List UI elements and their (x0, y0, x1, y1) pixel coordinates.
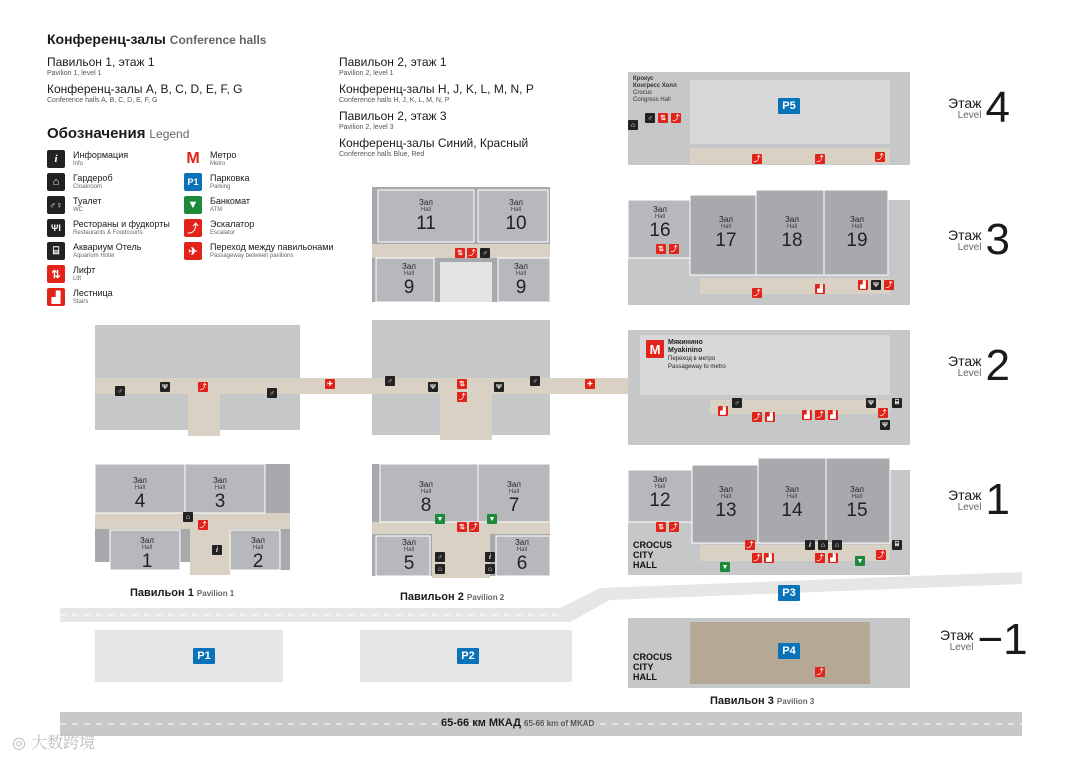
level-ru: Этаж (948, 352, 982, 369)
info-ru: Павильон 2, этаж 1 (339, 55, 447, 69)
escalator-icon: ⤴ (184, 219, 202, 237)
restaurant-icon: Ψ (428, 382, 438, 392)
hall-7[interactable] (494, 480, 534, 516)
hall-number: 16 (649, 220, 671, 241)
pavilion-ru: Павильон 1 (130, 587, 194, 599)
stairs-icon: ▟ (47, 288, 65, 306)
hall-en: Hall (786, 224, 798, 230)
legend-label-en: Info (73, 161, 84, 167)
hall-en: Hall (516, 547, 528, 553)
hall-number: 15 (846, 500, 868, 521)
hall-number: 18 (781, 230, 803, 251)
hall-9a[interactable] (389, 262, 429, 298)
escalator-icon: ⤴ (753, 555, 761, 562)
info-en: Conference halls H, J, K, L, M, N, P (339, 97, 450, 104)
escalator-icon: ⤴ (470, 524, 478, 531)
hall-en: Hall (851, 224, 863, 230)
lift-icon: ⇅ (47, 265, 65, 283)
hall-en: Hall (252, 545, 264, 551)
hall-zal: Зал (850, 215, 864, 224)
title-ru: Конференц-залы (47, 31, 166, 47)
escalator-icon: ⤴ (876, 154, 884, 161)
parking-icon: P1 (184, 173, 202, 191)
hall-4[interactable] (120, 476, 160, 512)
hall-en: Hall (720, 224, 732, 230)
legend-label-en: Restaurants & Foodcourts (73, 230, 143, 236)
legend-label: Гардероб (73, 173, 113, 183)
level-3-label (948, 215, 1010, 264)
escalator-icon: ⤴ (199, 522, 207, 529)
hall-10[interactable] (496, 198, 536, 234)
legend-label-en: Lift (73, 276, 82, 282)
legend-label-en: Escalator (210, 230, 236, 236)
hall-13[interactable] (706, 485, 746, 521)
cch-line: CROCUS (633, 652, 673, 662)
legend-label-en: Parking (210, 184, 231, 190)
escalator-icon: ⤴ (753, 414, 761, 421)
atm-icon: ▼ (856, 557, 864, 565)
legend-label-en: WC (73, 207, 83, 213)
hall-8[interactable] (406, 480, 446, 516)
hall-zal: Зал (419, 480, 433, 489)
hall-en: Hall (141, 545, 153, 551)
stairs-icon: ▟ (828, 410, 838, 420)
level-number: −1 (977, 615, 1028, 664)
level-ru: Этаж (940, 626, 974, 643)
atm-icon: ▼ (721, 563, 729, 571)
hall-zal: Зал (251, 536, 265, 545)
legend-label: Аквариум Отель (73, 242, 142, 252)
hall-zal: Зал (402, 262, 416, 271)
atm-icon: ▼ (184, 196, 202, 214)
wc-icon: ♂ (480, 248, 490, 258)
pavilion-en: Pavilion 1 (196, 589, 235, 598)
stairs-icon: ▟ (815, 284, 825, 294)
hall-14[interactable] (772, 485, 812, 521)
hall-zal: Зал (402, 538, 416, 547)
cloakroom-icon: ⌂ (832, 540, 842, 550)
info-en: Pavilion 2, level 1 (339, 70, 394, 77)
hall-en: Hall (786, 494, 798, 500)
hall-number: 2 (252, 551, 264, 572)
level-number: 3 (985, 215, 1010, 264)
hall-3[interactable] (200, 476, 240, 512)
label-en: Congress Hall (633, 97, 671, 103)
hall-1[interactable] (127, 536, 167, 572)
hotel-icon: ⌸ (892, 540, 902, 550)
escalator-icon: ⤴ (746, 542, 754, 549)
metro-label (668, 339, 726, 371)
lift-icon: ⇅ (658, 113, 668, 123)
lift-icon: ⇅ (457, 379, 467, 389)
wc-icon: ♂ (115, 386, 125, 396)
hall-19[interactable] (837, 215, 877, 251)
hall-number: 3 (214, 491, 226, 512)
level-en: Level (957, 241, 982, 253)
legend-label-en: ATM (210, 207, 223, 213)
cloakroom-icon: ⌂ (818, 540, 828, 550)
cloakroom-icon: ⌂ (435, 564, 445, 574)
level-minus1-label (940, 615, 1028, 664)
hall-number: 4 (134, 491, 146, 512)
legend-label-en: Cloakroom (73, 184, 103, 190)
lift-icon: ⇅ (656, 522, 666, 532)
escalator-icon: ⤴ (877, 552, 885, 559)
label-ru: Конгресс Холл (633, 83, 677, 89)
legend-title-ru: Обозначения (47, 125, 146, 142)
passage-icon: ✈ (585, 379, 595, 389)
wc-icon: ♂ (732, 398, 742, 408)
hall-en: Hall (851, 494, 863, 500)
legend-label-en: Metro (210, 161, 226, 167)
hall-number: 10 (505, 213, 527, 234)
hall-6[interactable] (502, 538, 542, 574)
level-2-label (948, 341, 1010, 390)
level-en: Level (957, 109, 982, 121)
level-ru: Этаж (948, 226, 982, 243)
hall-en: Hall (403, 271, 415, 277)
legend-title-en: Legend (149, 127, 190, 141)
level-1-label (948, 475, 1010, 524)
hall-zal: Зал (133, 476, 147, 485)
info-en: Conference halls A, B, C, D, E, F, G (47, 97, 158, 104)
parking-p4[interactable]: P4 (778, 643, 800, 659)
legend-label: Лестница (73, 288, 113, 298)
hall-number: 12 (649, 490, 671, 511)
hall-en: Hall (510, 207, 522, 213)
hall-number: 5 (403, 553, 415, 574)
pav1-core (190, 513, 230, 575)
hall-en: Hall (214, 485, 226, 491)
legend-label: Лифт (73, 265, 96, 275)
restaurant-icon: Ψ (160, 382, 170, 392)
hall-en: Hall (720, 494, 732, 500)
hall-number: 9 (515, 277, 527, 298)
parking-p3[interactable]: P3 (778, 585, 800, 601)
hall-en: Hall (654, 214, 666, 220)
label-en: Crocus (633, 90, 653, 96)
cloakroom-icon: ⌂ (47, 173, 65, 191)
hall-zal: Зал (419, 198, 433, 207)
level-number: 4 (985, 83, 1010, 132)
escalator-icon: ⤴ (670, 246, 678, 253)
restaurant-icon: Ψ (880, 420, 890, 430)
hall-number: 19 (846, 230, 868, 251)
hall-11[interactable] (406, 198, 446, 234)
escalator-icon: ⤴ (816, 156, 824, 163)
road-en: 65-66 km of MKAD (524, 719, 595, 728)
stairs-icon: ▟ (764, 553, 774, 563)
pavilion-en: Pavilion 3 (776, 697, 815, 706)
metro-ru: Мякинино (668, 339, 703, 346)
stairs-icon: ▟ (765, 412, 775, 422)
stairs-icon: ▟ (718, 406, 728, 416)
hall-en: Hall (515, 271, 527, 277)
atm-icon: ▼ (488, 515, 496, 523)
hall-zal: Зал (653, 205, 667, 214)
pavilion-1-label (130, 587, 234, 599)
cch-line: HALL (633, 560, 657, 570)
pavilion-en: Pavilion 2 (466, 593, 505, 602)
watermark-text: 大数跨境 (31, 733, 96, 752)
hall-zal: Зал (653, 475, 667, 484)
level-en: Level (957, 501, 982, 513)
hall-zal: Зал (515, 538, 529, 547)
label-ru: Крокус (633, 76, 654, 82)
hall-en: Hall (508, 489, 520, 495)
info-icon: i (485, 552, 495, 562)
hall-17[interactable] (706, 215, 746, 251)
pavilion-3-label (710, 695, 814, 707)
hall-zal: Зал (785, 215, 799, 224)
restaurant-icon: Ψ (494, 382, 504, 392)
watermark (12, 730, 95, 753)
legend-label-en: Stairs (73, 299, 89, 305)
escalator-icon: ⤴ (468, 250, 476, 257)
escalator-icon: ⤴ (670, 524, 678, 531)
parking-lot-p1 (95, 630, 283, 682)
lift-icon: ⇅ (455, 248, 465, 258)
crocus-city-hall-label (633, 652, 672, 682)
legend-label-en: Passageway between pavilions (210, 253, 294, 259)
info-en: Pavilion 1, level 1 (47, 70, 102, 77)
hall-en: Hall (420, 207, 432, 213)
legend-label: Банкомат (210, 196, 251, 206)
legend-label: Информация (73, 150, 129, 160)
wc-icon: ♂ (530, 376, 540, 386)
level-number: 2 (985, 341, 1010, 390)
hall-zal: Зал (719, 485, 733, 494)
legend-label-en: Aquarium Hotel (73, 253, 115, 259)
stairs-icon: ▟ (802, 410, 812, 420)
info-ru: Конференц-залы H, J, K, L, M, N, P (339, 82, 534, 96)
info-en: Conference halls Blue, Red (339, 151, 425, 158)
pavilion-ru: Павильон 2 (400, 591, 464, 603)
hall-number: 17 (715, 230, 737, 251)
hall-number: 1 (141, 551, 153, 572)
parking-p2[interactable]: P2 (457, 648, 479, 664)
info-icon: i (47, 150, 65, 168)
escalator-icon: ⤴ (753, 290, 761, 297)
metro-passage-ru: Переход в метро (668, 356, 716, 362)
legend-label: Эскалатор (210, 219, 255, 229)
stairs-icon: ▟ (828, 553, 838, 563)
hall-number: 14 (781, 500, 803, 521)
stairs-icon: ▟ (858, 280, 868, 290)
metro-passage-en: Passageway to metro (668, 364, 726, 370)
hall-9b[interactable] (501, 262, 541, 298)
escalator-icon: ⤴ (879, 410, 887, 417)
hall-number: 8 (420, 495, 432, 516)
hall-en: Hall (403, 547, 415, 553)
wc-icon: ♂ (385, 376, 395, 386)
wc-icon: ♂ (435, 552, 445, 562)
parking-p5[interactable]: P5 (778, 98, 800, 114)
hall-zal: Зал (785, 485, 799, 494)
hall-16[interactable] (640, 205, 680, 241)
restaurant-icon: ΨΙ (47, 219, 65, 237)
escalator-icon: ⤴ (816, 669, 824, 676)
level-en: Level (949, 641, 974, 653)
road-label (441, 717, 594, 729)
restaurant-icon: Ψ (871, 280, 881, 290)
info-icon: i (212, 545, 222, 555)
hall-zal: Зал (514, 262, 528, 271)
escalator-icon: ⤴ (458, 394, 466, 401)
info-ru: Павильон 1, этаж 1 (47, 55, 155, 69)
hall-zal: Зал (140, 536, 154, 545)
crocus-congress-hall-label (633, 76, 677, 104)
escalator-icon: ⤴ (816, 412, 824, 419)
legend-label: Метро (210, 150, 237, 160)
restaurant-icon: Ψ (866, 398, 876, 408)
lift-icon: ⇅ (457, 522, 467, 532)
legend-label: Туалет (73, 196, 102, 206)
hall-12[interactable] (640, 475, 680, 511)
level-number: 1 (985, 475, 1010, 524)
atm-icon: ▼ (436, 515, 444, 523)
hall-en: Hall (654, 484, 666, 490)
cloakroom-icon: ⌂ (628, 120, 638, 130)
level-ru: Этаж (948, 486, 982, 503)
lift-icon: ⇅ (656, 244, 666, 254)
wc-icon: ♂ (267, 388, 277, 398)
legend-label: Рестораны и фудкорты (73, 219, 170, 229)
legend-label: Переход между павильонами (210, 242, 334, 252)
level-en: Level (957, 367, 982, 379)
cloakroom-icon: ⌂ (485, 564, 495, 574)
hall-number: 6 (516, 553, 528, 574)
wc-icon: ♂♀ (47, 196, 65, 214)
hall-zal: Зал (213, 476, 227, 485)
hall-number: 13 (715, 500, 737, 521)
hall-en: Hall (420, 489, 432, 495)
hall-en: Hall (134, 485, 146, 491)
title-en: Conference halls (169, 33, 267, 47)
hall-number: 9 (403, 277, 415, 298)
wc-icon: ♂ (645, 113, 655, 123)
crocus-city-hall-label (633, 540, 672, 570)
hall-number: 7 (508, 495, 520, 516)
hall-zal: Зал (850, 485, 864, 494)
metro-icon: M (186, 150, 200, 167)
info-ru: Конференц-залы Синий, Красный (339, 136, 529, 150)
watermark-logo-icon: ◎ (12, 733, 26, 752)
escalator-icon: ⤴ (816, 555, 824, 562)
road-ru: 65-66 км МКАД (441, 717, 521, 729)
parking-p1[interactable]: P1 (193, 648, 215, 664)
info-ru: Конференц-залы A, B, C, D, E, F, G (47, 82, 243, 96)
cch-line: HALL (633, 672, 657, 682)
hall-5[interactable] (389, 538, 429, 574)
info-icon: i (805, 540, 815, 550)
escalator-icon: ⤴ (885, 282, 893, 289)
hall-zal: Зал (509, 198, 523, 207)
escalator-icon: ⤴ (672, 115, 680, 122)
pavilion-2-label (400, 591, 504, 603)
cloakroom-icon: ⌂ (183, 512, 193, 522)
metro-icon: M (646, 340, 664, 358)
info-en: Pavilion 2, level 3 (339, 124, 394, 131)
metro-en: Myakinino (668, 347, 703, 354)
hall-zal: Зал (507, 480, 521, 489)
level-4-label (948, 83, 1010, 132)
hall-zal: Зал (719, 215, 733, 224)
hall-18[interactable] (772, 215, 812, 251)
cch-line: CROCUS (633, 540, 673, 550)
hotel-icon: ⌸ (47, 242, 65, 260)
escalator-icon: ⤴ (199, 384, 207, 391)
passage-icon: ✈ (184, 242, 202, 260)
hall-number: 11 (416, 213, 436, 234)
hall-15[interactable] (837, 485, 877, 521)
cch-line: CITY (633, 662, 654, 672)
pavilion-ru: Павильон 3 (710, 695, 774, 707)
cch-line: CITY (633, 550, 654, 560)
legend-label: Парковка (210, 173, 250, 183)
hall-2[interactable] (238, 536, 278, 572)
escalator-icon: ⤴ (753, 156, 761, 163)
level-ru: Этаж (948, 94, 982, 111)
hotel-icon: ⌸ (892, 398, 902, 408)
info-ru: Павильон 2, этаж 3 (339, 109, 447, 123)
level2-gallery (95, 378, 635, 394)
passage-icon: ✈ (325, 379, 335, 389)
